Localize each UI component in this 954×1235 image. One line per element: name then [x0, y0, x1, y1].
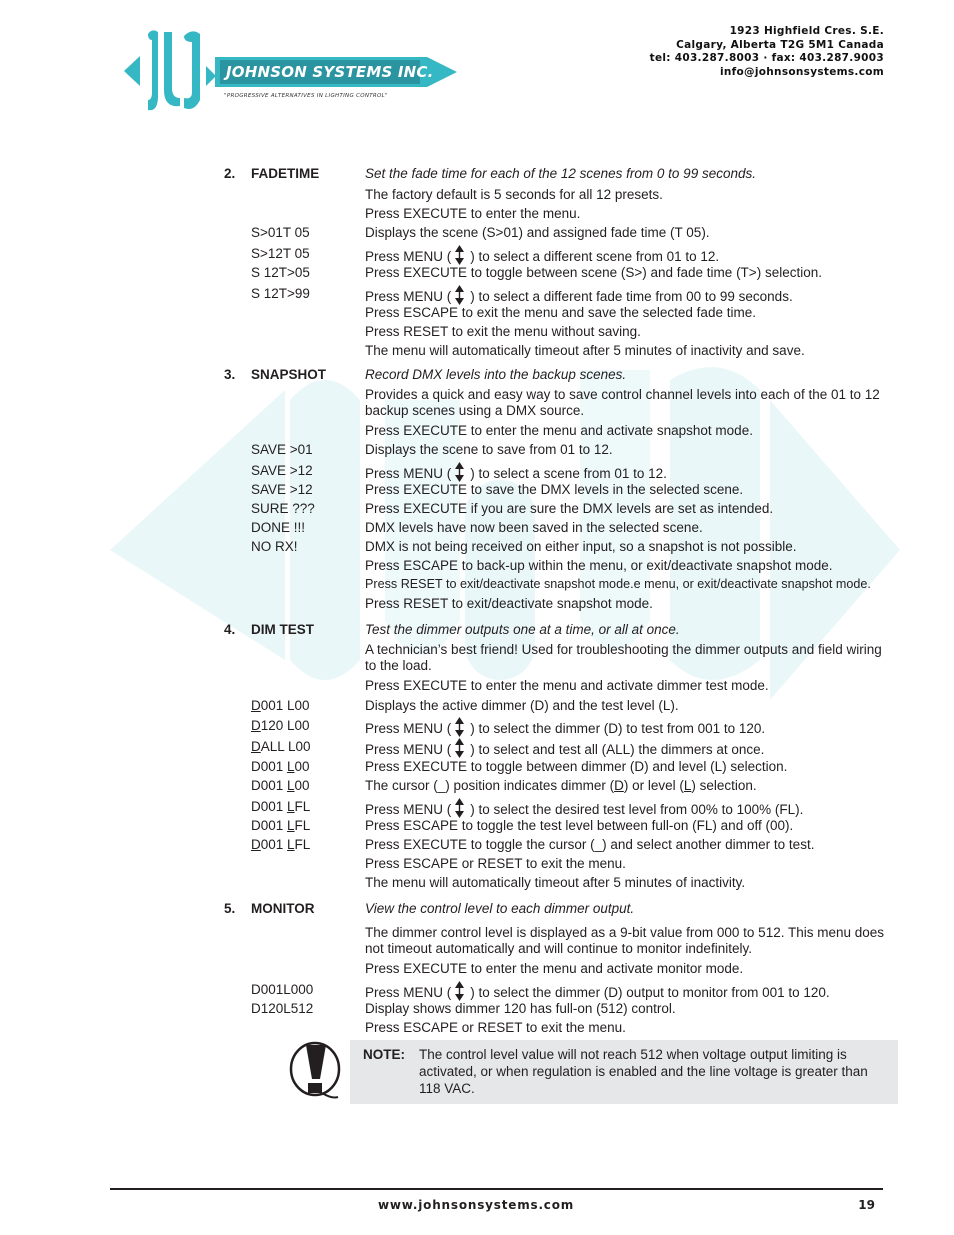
underlined-char: D [614, 778, 624, 793]
text-segment: Press MENU ( [365, 249, 452, 264]
description-line [365, 981, 830, 1001]
page-number: 19 [858, 1198, 875, 1212]
note-label: NOTE: [363, 1047, 405, 1062]
description-line: Press RESET to exit/deactivate snapshot mode.e menu, or exit/deactivate snapshot mode. [365, 577, 871, 591]
description-line: The menu will automatically timeout after 5 minutes of inactivity and save. [365, 343, 805, 358]
cursor-char: L [287, 778, 295, 793]
description-line [365, 245, 719, 265]
text-segment: D001 [251, 778, 288, 793]
display-code: S>12T 05 [251, 246, 310, 261]
description-line: Press ESCAPE to exit the menu and save the selected fade time. [365, 305, 756, 320]
text-segment: D001 [251, 799, 288, 814]
johnson-logo-mark [122, 26, 218, 118]
description-line: Press RESET to exit the menu without saving. [365, 324, 641, 339]
display-code: D001L000 [251, 982, 314, 997]
text-segment: Press MENU ( [365, 289, 452, 304]
description-line: Press EXECUTE to toggle between dimmer (D) and level (L) selection. [365, 759, 788, 774]
description-line [365, 717, 765, 737]
display-code [251, 717, 310, 734]
display-code: D120L512 [251, 1001, 314, 1016]
up-down-arrow-icon [455, 285, 464, 305]
display-code: SAVE >12 [251, 482, 313, 497]
cursor-char: D [251, 837, 261, 852]
description-line [365, 798, 803, 818]
display-code: SAVE >01 [251, 442, 313, 457]
text-segment: 001 [260, 837, 288, 852]
description-line: Press ESCAPE to back-up within the menu, or exit/deactivate snapshot mode. [365, 558, 833, 573]
description-line: Displays the scene (S>01) and assigned fade time (T 05). [365, 225, 710, 240]
section-title-snapshot: SNAPSHOT [251, 367, 327, 382]
description-line [365, 738, 764, 758]
section-number: 2. [224, 166, 236, 181]
display-code [251, 697, 310, 714]
cursor-char: L [287, 759, 295, 774]
text-segment: ) or level ( [623, 778, 684, 793]
description-line: Press RESET to exit/deactivate snapshot mode. [365, 596, 653, 611]
description-line: Press ESCAPE or RESET to exit the menu. [365, 856, 626, 871]
section-intro: View the control level to each dimmer output. [365, 901, 635, 916]
section-intro: Record DMX levels into the backup scenes. [365, 367, 627, 382]
description-paragraph: The dimmer control level is displayed as a 9-bit value from 000 to 512. This menu does not timeout automatically and will continue to monitor indefinitely. [365, 925, 885, 956]
description-line: Display shows dimmer 120 has full-on (512) control. [365, 1001, 676, 1016]
company-address [650, 25, 884, 79]
description-paragraph: Provides a quick and easy way to save control channel levels into each of the 01 to 12 backup scenes using a DMX source. [365, 387, 880, 418]
text-segment: 00 [294, 778, 310, 793]
description-line: Press EXECUTE to toggle between scene (S>) and fade time (T>) selection. [365, 265, 822, 280]
description-line: DMX levels have now been saved in the selected scene. [365, 520, 703, 535]
description-line: Press ESCAPE or RESET to exit the menu. [365, 1020, 626, 1035]
description-line: The menu will automatically timeout after 5 minutes of inactivity. [365, 875, 746, 890]
description-line: Press EXECUTE if you are sure the DMX levels are set as intended. [365, 501, 774, 516]
display-code [251, 777, 310, 794]
description-line: Displays the active dimmer (D) and the test level (L). [365, 698, 679, 713]
cursor-char: D [251, 739, 261, 754]
display-code [251, 758, 310, 775]
company-tagline: "PROGRESSIVE ALTERNATIVES IN LIGHTING CONTROL" [224, 93, 388, 99]
up-down-arrow-icon [455, 738, 464, 758]
description-line: Press EXECUTE to enter the menu. [365, 206, 581, 221]
text-segment: The cursor (_) position indicates dimmer ( [365, 778, 615, 793]
section-title-dimtest: DIM TEST [251, 622, 314, 637]
text-segment: 001 L00 [260, 698, 310, 713]
section-title-fadetime: FADETIME [251, 166, 320, 181]
text-segment: ) to select the desired test level from 00% to 100% (FL). [470, 802, 804, 817]
display-code [251, 798, 310, 815]
description-paragraph: A technician’s best friend! Used for troubleshooting the dimmer outputs and field wiring to the load. [365, 642, 882, 673]
text-segment: ) selection. [691, 778, 757, 793]
section-intro: Test the dimmer outputs one at a time, or all at once. [365, 622, 680, 637]
description-line: Press EXECUTE to enter the menu and activate monitor mode. [365, 961, 744, 976]
cursor-char: L [287, 837, 295, 852]
description-line: DMX is not being received on either input, so a snapshot is not possible. [365, 539, 797, 554]
address-email: info@johnsonsystems.com [720, 65, 884, 78]
text-segment: Press MENU ( [365, 742, 452, 757]
text-segment: ) to select the dimmer (D) output to monitor from 001 to 120. [470, 985, 830, 1000]
display-code [251, 836, 310, 853]
description-line [365, 462, 667, 482]
text-segment: ) to select a different scene from 01 to 12. [470, 249, 720, 264]
description-line: Press EXECUTE to toggle the cursor (_) and select another dimmer to test. [365, 837, 815, 852]
text-segment: FL [294, 799, 311, 814]
description-line: Press EXECUTE to enter the menu and activate snapshot mode. [365, 423, 753, 438]
up-down-arrow-icon [455, 981, 464, 1001]
display-code: S 12T>99 [251, 286, 310, 301]
text-segment: Press MENU ( [365, 802, 452, 817]
display-code: NO RX! [251, 539, 298, 554]
display-code: DONE !!! [251, 520, 306, 535]
display-code [251, 738, 311, 755]
section-intro: Set the fade time for each of the 12 scenes from 0 to 99 seconds. [365, 166, 756, 181]
section-number: 3. [224, 367, 236, 382]
text-segment: FL [294, 818, 311, 833]
text-segment: D001 [251, 818, 288, 833]
description-line: Displays the scene to save from 01 to 12. [365, 442, 613, 457]
section-number: 4. [224, 622, 236, 637]
cursor-char: L [287, 818, 295, 833]
description-line: Press EXECUTE to save the DMX levels in the selected scene. [365, 482, 744, 497]
text-segment: Press MENU ( [365, 466, 452, 481]
text-segment: FL [294, 837, 311, 852]
cursor-char: D [251, 718, 261, 733]
section-title-monitor: MONITOR [251, 901, 315, 916]
text-segment: Press MENU ( [365, 721, 452, 736]
text-segment: ) to select and test all (ALL) the dimmers at once. [470, 742, 765, 757]
description-line [365, 777, 757, 794]
display-code [251, 817, 310, 834]
cursor-char: L [287, 799, 295, 814]
description-line: Press ESCAPE to toggle the test level between full-on (FL) and off (00). [365, 818, 794, 833]
text-segment: ALL L00 [260, 739, 311, 754]
text-segment: Press MENU ( [365, 985, 452, 1000]
text-segment: 00 [294, 759, 310, 774]
text-segment: ) to select a different fade time from 00 to 99 seconds. [470, 289, 793, 304]
underlined-char: L [683, 778, 692, 793]
text-segment: D001 [251, 759, 288, 774]
display-code: SAVE >12 [251, 463, 313, 478]
address-line: Calgary, Alberta T2G 5M1 Canada [676, 38, 884, 51]
description-line [365, 285, 793, 305]
display-code: SURE ??? [251, 501, 315, 516]
text-segment: ) to select a scene from 01 to 12. [470, 466, 667, 481]
footer-divider [110, 1188, 883, 1190]
address-line: tel: 403.287.8003 · fax: 403.287.9003 [649, 52, 884, 64]
up-down-arrow-icon [455, 462, 464, 482]
display-code: S>01T 05 [251, 225, 310, 240]
address-line: 1923 Highfield Cres. S.E. [729, 25, 884, 37]
note-callout [350, 1040, 898, 1104]
cursor-char: D [251, 698, 261, 713]
text-segment: 120 L00 [260, 718, 310, 733]
company-name: JOHNSON SYSTEMS INC. [226, 63, 434, 81]
note-text: The control level value will not reach 512 when voltage output limiting is activated, or when regulation is enabled and the line voltage is greater than 118 VAC. [419, 1047, 868, 1096]
up-down-arrow-icon [455, 717, 464, 737]
text-segment: ) to select the dimmer (D) to test from 001 to 120. [470, 721, 766, 736]
page-header [0, 0, 954, 140]
display-code: S 12T>05 [251, 265, 310, 280]
up-down-arrow-icon [455, 798, 464, 818]
footer-url-link[interactable]: www.johnsonsystems.com [378, 1198, 575, 1212]
description-line: The factory default is 5 seconds for all 12 presets. [365, 187, 663, 202]
description-line: Press EXECUTE to enter the menu and activate dimmer test mode. [365, 678, 769, 693]
up-down-arrow-icon [455, 245, 464, 265]
section-number: 5. [224, 901, 236, 916]
caution-note-icon [286, 1037, 344, 1101]
